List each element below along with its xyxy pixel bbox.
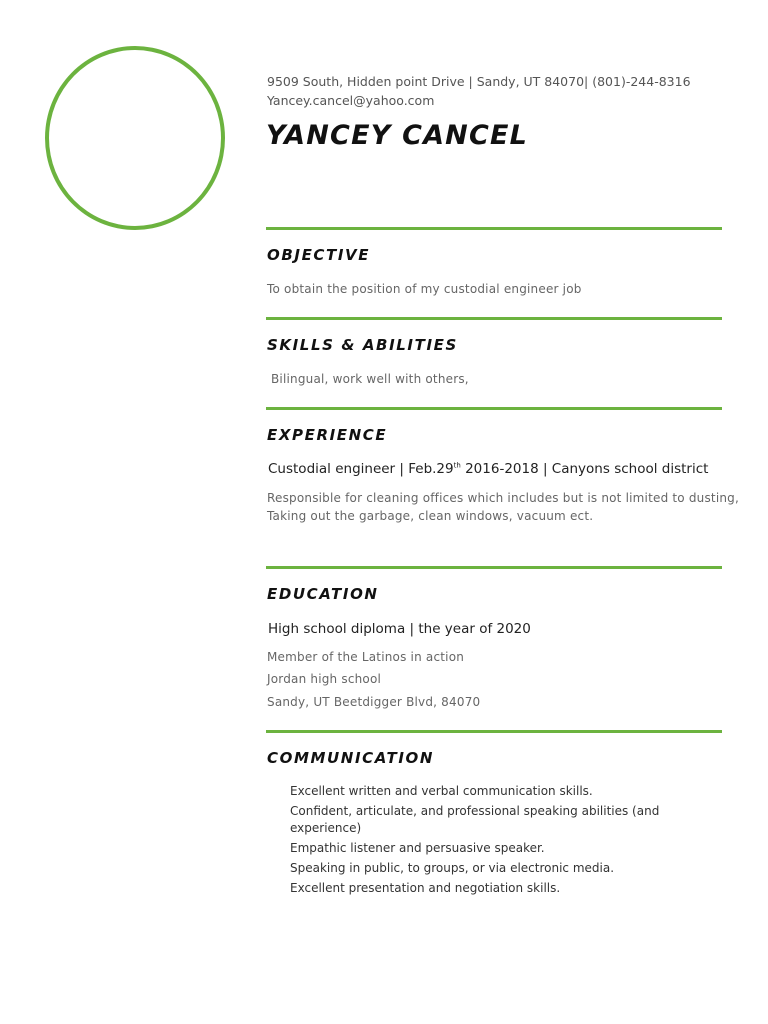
section-divider (266, 566, 722, 569)
list-item: Empathic listener and persuasive speaker. (290, 841, 545, 855)
section-divider (266, 227, 722, 230)
job-description-line: Taking out the garbage, clean windows, vacuum ect. (267, 509, 594, 523)
education-line: Jordan high school (267, 672, 382, 686)
education-line: Sandy, UT Beetdigger Blvd, 84070 (267, 695, 481, 709)
degree: High school diploma | the year of 2020 (268, 621, 531, 637)
list-item: Excellent written and verbal communication skills. (290, 784, 593, 798)
address-line: 9509 South, Hidden point Drive | Sandy, UT 84070| (801)-244-8316 (267, 74, 691, 89)
job-title-text: Custodial engineer | Feb.29 (268, 461, 454, 477)
education-heading: EDUCATION (267, 585, 379, 603)
job-description-line: Responsible for cleaning offices which includes but is not limited to dusting, (267, 491, 740, 505)
list-item: Speaking in public, to groups, or via electronic media. (290, 861, 615, 875)
objective-heading: OBJECTIVE (267, 246, 371, 264)
experience-heading: EXPERIENCE (267, 426, 388, 444)
communication-list (290, 783, 710, 900)
list-item: Confident, articulate, and professional speaking abilities (and experience) (290, 804, 660, 835)
applicant-name: YANCEY CANCEL (266, 120, 529, 151)
section-divider (266, 730, 722, 733)
list-item: Excellent presentation and negotiation skills. (290, 881, 561, 895)
education-line: Member of the Latinos in action (267, 650, 465, 664)
email: Yancey.cancel@yahoo.com (267, 93, 435, 108)
section-divider (266, 317, 722, 320)
profile-photo-placeholder (45, 46, 225, 230)
skills-text: Bilingual, work well with others, (271, 372, 469, 386)
job-date-suffix: th (453, 461, 461, 470)
communication-heading: COMMUNICATION (267, 749, 435, 767)
contact-info (267, 72, 691, 110)
skills-heading: SKILLS & ABILITIES (267, 336, 458, 354)
objective-text: To obtain the position of my custodial engineer job (267, 282, 582, 296)
job-title (268, 461, 708, 477)
job-title-rest: 2016-2018 | Canyons school district (460, 461, 709, 477)
section-divider (266, 407, 722, 410)
